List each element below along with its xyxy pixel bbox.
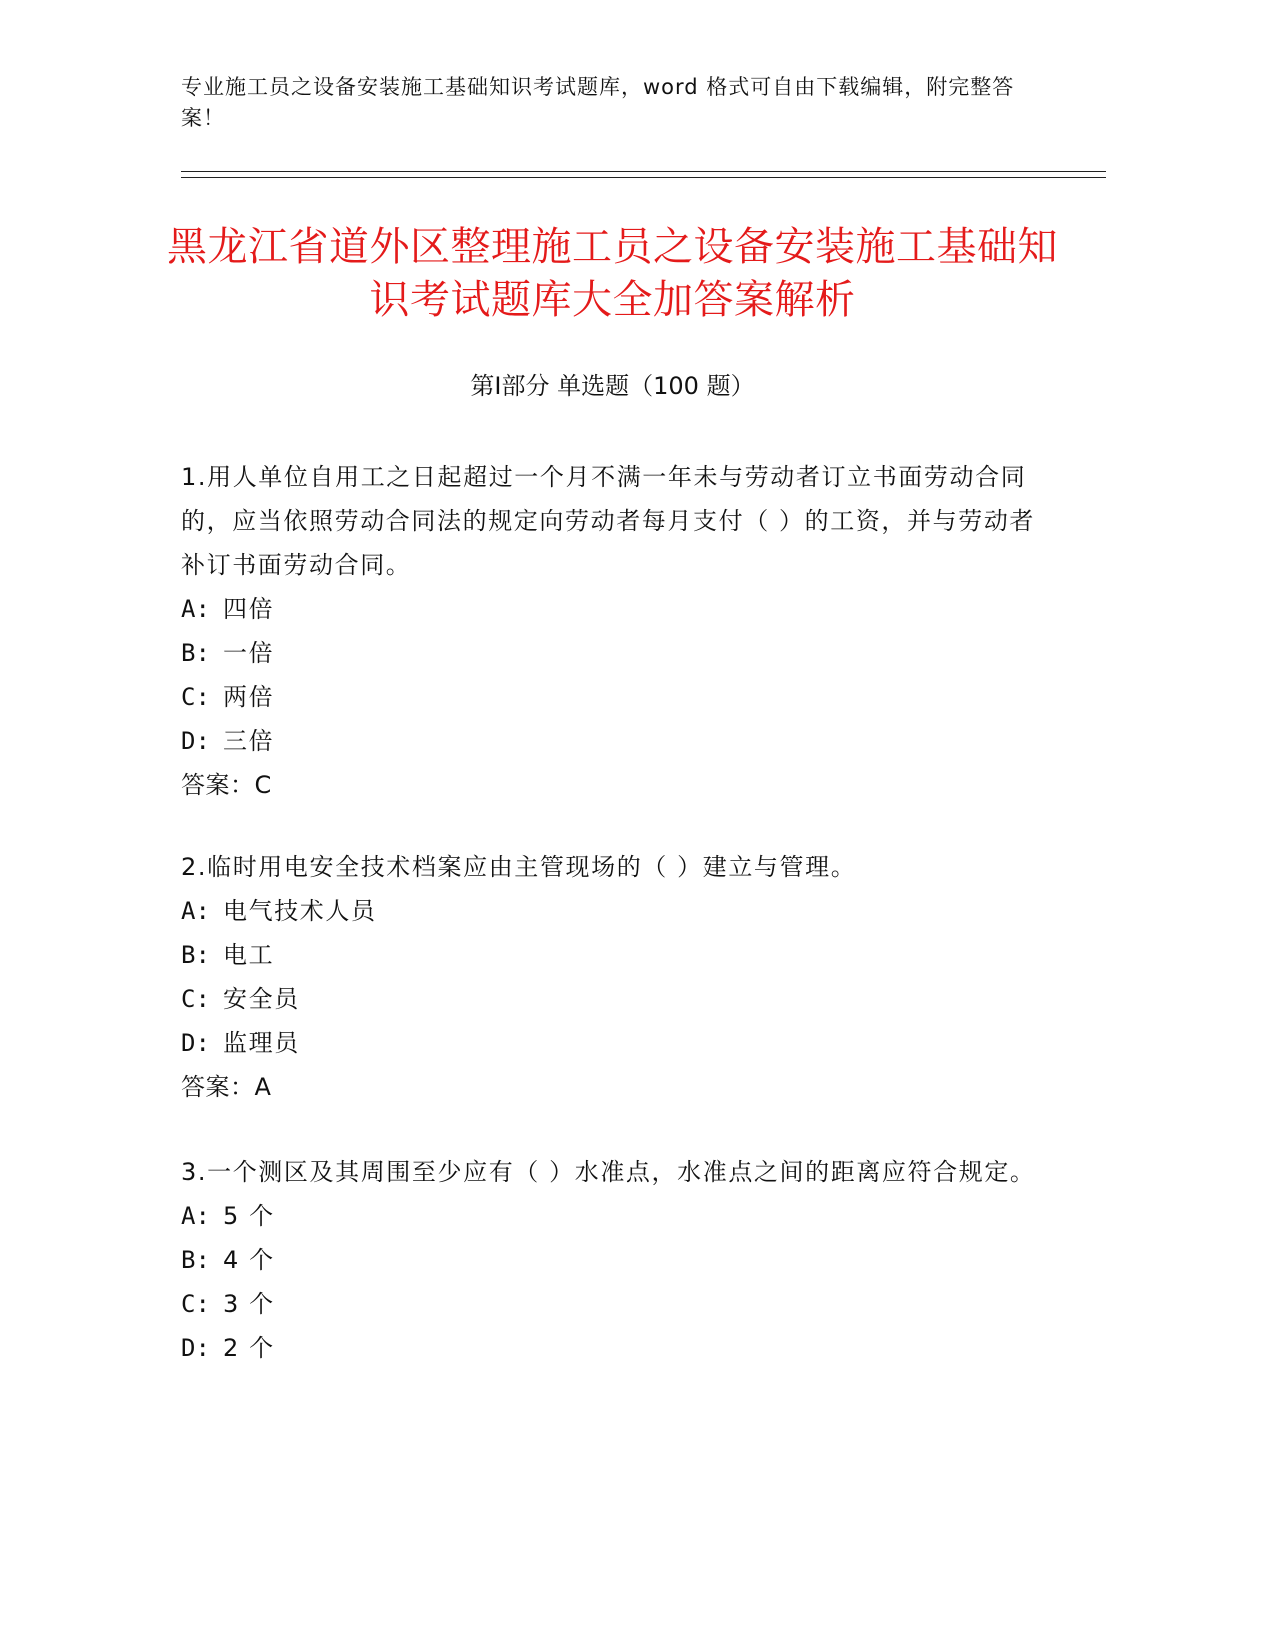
option-letter: D: <box>181 1334 210 1362</box>
header-note: 专业施工员之设备安装施工基础知识考试题库，word 格式可自由下载编辑，附完整答案！ <box>181 75 1015 130</box>
option-text: 5 个 <box>223 1202 275 1230</box>
option-text: 2 个 <box>223 1334 275 1362</box>
option-b <box>181 933 1041 977</box>
option-text: 三倍 <box>223 727 275 755</box>
option-letter: C: <box>181 1290 210 1318</box>
section-title: 第Ⅰ部分 单选题（100 题） <box>470 372 755 400</box>
header-divider-bottom <box>181 177 1106 178</box>
option-d <box>181 719 1041 763</box>
option-text: 四倍 <box>223 595 275 623</box>
option-letter: B: <box>181 1246 210 1274</box>
option-text: 监理员 <box>223 1029 300 1057</box>
question-2 <box>181 845 1041 1109</box>
option-letter: A: <box>181 595 210 623</box>
option-d <box>181 1326 1041 1370</box>
option-text: 3 个 <box>223 1290 275 1318</box>
option-text: 一倍 <box>223 639 275 667</box>
option-b <box>181 631 1041 675</box>
option-c <box>181 1282 1041 1326</box>
option-text: 两倍 <box>223 683 275 711</box>
option-text: 4 个 <box>223 1246 275 1274</box>
question-stem: 2.临时用电安全技术档案应由主管现场的（ ）建立与管理。 <box>181 853 857 881</box>
header-divider-top <box>181 171 1106 172</box>
question-3 <box>181 1150 1041 1370</box>
option-a <box>181 1194 1041 1238</box>
option-c <box>181 675 1041 719</box>
option-d <box>181 1021 1041 1065</box>
option-letter: C: <box>181 985 210 1013</box>
option-text: 安全员 <box>223 985 300 1013</box>
answer-line: 答案：C <box>181 771 272 799</box>
option-text: 电气技术人员 <box>223 897 377 925</box>
option-letter: D: <box>181 1029 210 1057</box>
option-b <box>181 1238 1041 1282</box>
question-1 <box>181 455 1041 807</box>
question-stem: 3.一个测区及其周围至少应有（ ）水准点，水准点之间的距离应符合规定。 <box>181 1158 1036 1186</box>
option-letter: C: <box>181 683 210 711</box>
document-title: 黑龙江省道外区整理施工员之设备安装施工基础知识考试题库大全加答案解析 <box>167 224 1058 323</box>
option-letter: B: <box>181 941 210 969</box>
option-letter: A: <box>181 1202 210 1230</box>
answer-line: 答案：A <box>181 1073 272 1101</box>
question-stem: 1.用人单位自用工之日起超过一个月不满一年未与劳动者订立书面劳动合同的，应当依照劳动合同法的规定向劳动者每月支付（ ）的工资，并与劳动者补订书面劳动合同。 <box>181 463 1036 579</box>
option-letter: D: <box>181 727 210 755</box>
option-text: 电工 <box>223 941 275 969</box>
option-c <box>181 977 1041 1021</box>
option-letter: B: <box>181 639 210 667</box>
option-a <box>181 889 1041 933</box>
option-a <box>181 587 1041 631</box>
option-letter: A: <box>181 897 210 925</box>
